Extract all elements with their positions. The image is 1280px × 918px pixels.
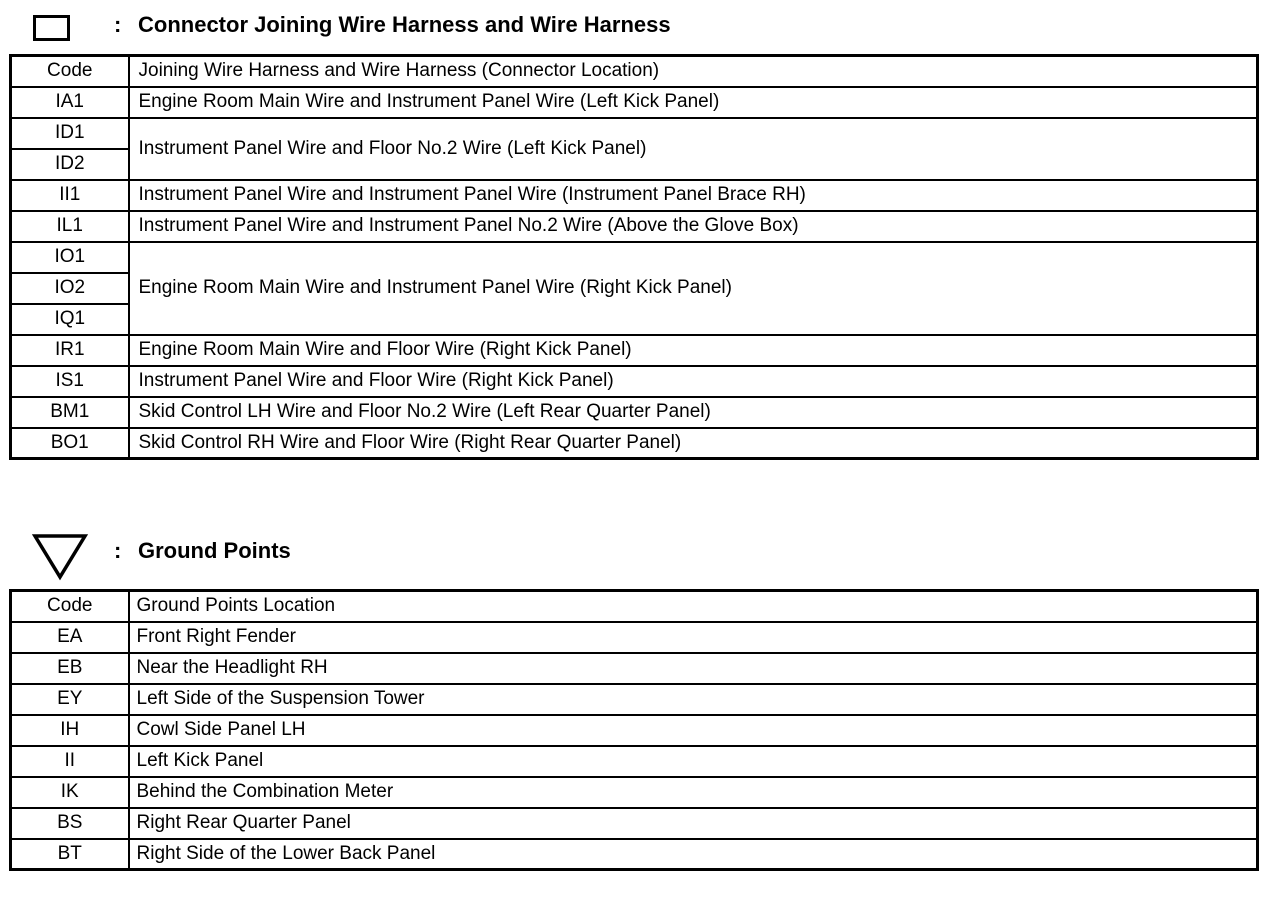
code-cell: IA1 xyxy=(11,87,129,118)
table-row xyxy=(11,366,1258,397)
code-cell: EB xyxy=(11,653,129,684)
location-cell: Skid Control LH Wire and Floor No.2 Wire (Left Rear Quarter Panel) xyxy=(129,397,1258,428)
location-cell: Right Side of the Lower Back Panel xyxy=(129,839,1258,870)
code-cell: IQ1 xyxy=(11,304,129,335)
table-row xyxy=(11,684,1258,715)
location-cell: Instrument Panel Wire and Instrument Panel Wire (Instrument Panel Brace RH) xyxy=(129,180,1258,211)
location-cell: Instrument Panel Wire and Floor No.2 Wire (Left Kick Panel) xyxy=(129,118,1258,180)
column-header-location: Ground Points Location xyxy=(129,591,1258,622)
location-cell: Near the Headlight RH xyxy=(129,653,1258,684)
table-row xyxy=(11,335,1258,366)
column-header-code: Code xyxy=(11,591,129,622)
header-colon: : xyxy=(114,12,122,37)
location-cell: Skid Control RH Wire and Floor Wire (Right Rear Quarter Panel) xyxy=(129,428,1258,459)
ground-table xyxy=(9,589,1259,871)
code-cell: BT xyxy=(11,839,129,870)
location-cell: Engine Room Main Wire and Instrument Panel Wire (Left Kick Panel) xyxy=(129,87,1258,118)
code-cell: IK xyxy=(11,777,129,808)
table-row xyxy=(11,87,1258,118)
ground-section-title: Ground Points xyxy=(138,538,291,563)
location-cell: Left Side of the Suspension Tower xyxy=(129,684,1258,715)
location-cell: Cowl Side Panel LH xyxy=(129,715,1258,746)
location-cell: Engine Room Main Wire and Instrument Panel Wire (Right Kick Panel) xyxy=(129,242,1258,335)
location-cell: Left Kick Panel xyxy=(129,746,1258,777)
connector-table xyxy=(9,54,1259,460)
column-header-code: Code xyxy=(11,56,129,87)
table-header-row xyxy=(11,56,1258,87)
header-colon: : xyxy=(114,538,122,563)
location-cell: Instrument Panel Wire and Instrument Panel No.2 Wire (Above the Glove Box) xyxy=(129,211,1258,242)
table-row xyxy=(11,839,1258,870)
code-cell: EA xyxy=(11,622,129,653)
table-row xyxy=(11,808,1258,839)
code-cell: IO1 xyxy=(11,242,129,273)
code-cell: IH xyxy=(11,715,129,746)
table-row xyxy=(11,397,1258,428)
table-row xyxy=(11,211,1258,242)
table-row xyxy=(11,653,1258,684)
code-cell: IR1 xyxy=(11,335,129,366)
code-cell: ID1 xyxy=(11,118,129,149)
ground-section-header xyxy=(0,532,1280,572)
table-row xyxy=(11,118,1258,149)
code-cell: II1 xyxy=(11,180,129,211)
code-cell: EY xyxy=(11,684,129,715)
ground-table-body xyxy=(11,591,1258,870)
table-row xyxy=(11,242,1258,273)
table-row xyxy=(11,715,1258,746)
code-cell: ID2 xyxy=(11,149,129,180)
code-cell: IO2 xyxy=(11,273,129,304)
location-cell: Front Right Fender xyxy=(129,622,1258,653)
connector-section-title: Connector Joining Wire Harness and Wire Harness xyxy=(138,12,671,37)
location-cell: Right Rear Quarter Panel xyxy=(129,808,1258,839)
down-triangle-icon xyxy=(31,533,89,581)
code-cell: BO1 xyxy=(11,428,129,459)
location-cell: Behind the Combination Meter xyxy=(129,777,1258,808)
code-cell: BM1 xyxy=(11,397,129,428)
table-row xyxy=(11,428,1258,459)
table-row xyxy=(11,777,1258,808)
code-cell: IS1 xyxy=(11,366,129,397)
location-cell: Instrument Panel Wire and Floor Wire (Right Kick Panel) xyxy=(129,366,1258,397)
square-box-icon xyxy=(33,15,70,41)
table-row xyxy=(11,180,1258,211)
table-header-row xyxy=(11,591,1258,622)
connector-table-body xyxy=(11,56,1258,459)
column-header-location: Joining Wire Harness and Wire Harness (Connector Location) xyxy=(129,56,1258,87)
connector-section-header xyxy=(0,6,1280,46)
location-cell: Engine Room Main Wire and Floor Wire (Right Kick Panel) xyxy=(129,335,1258,366)
code-cell: BS xyxy=(11,808,129,839)
table-row xyxy=(11,746,1258,777)
code-cell: II xyxy=(11,746,129,777)
code-cell: IL1 xyxy=(11,211,129,242)
table-row xyxy=(11,622,1258,653)
